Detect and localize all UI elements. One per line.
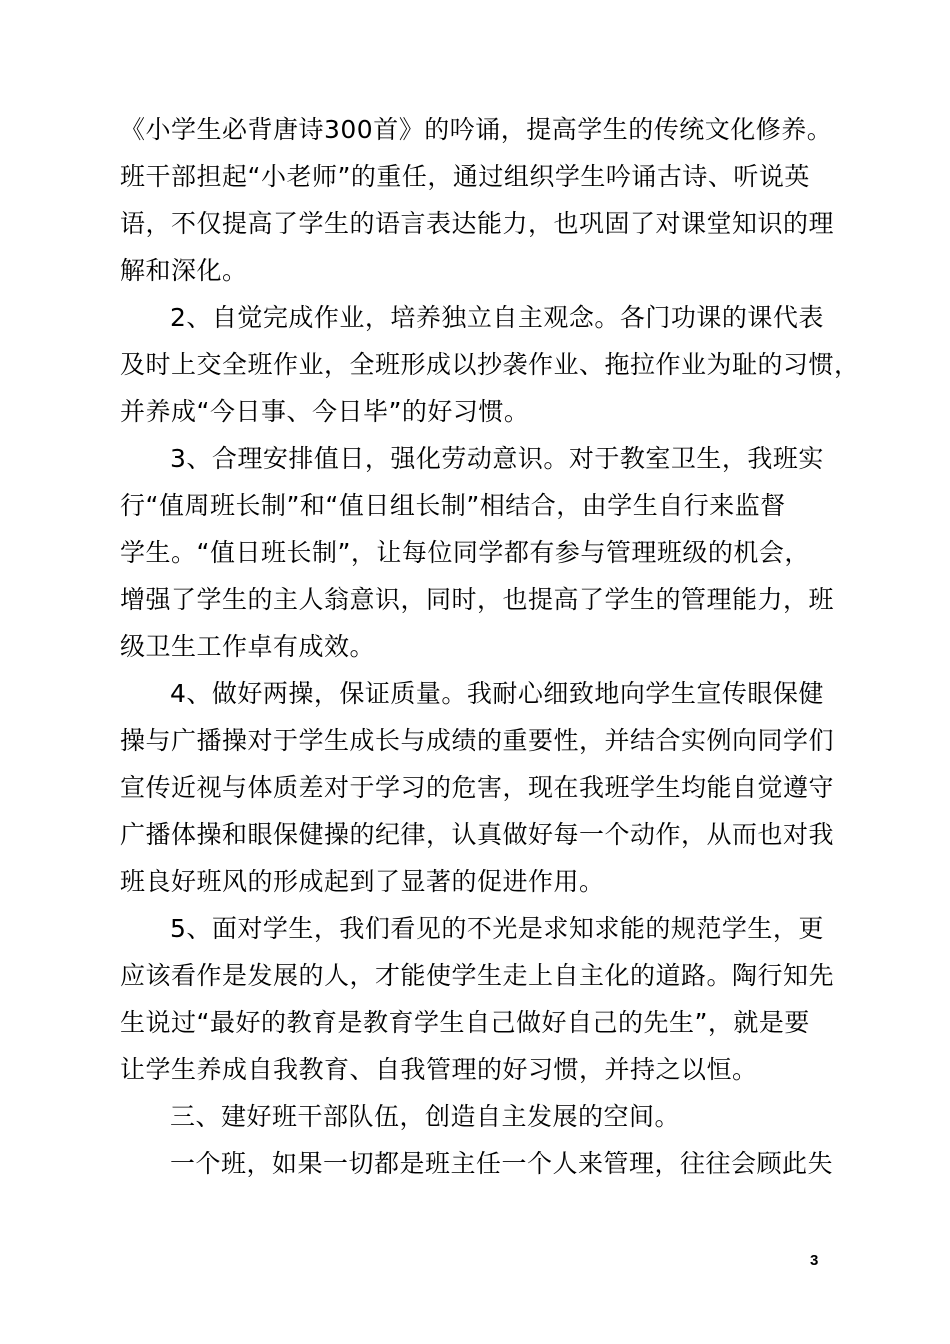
text-line: 及时上交全班作业，全班形成以抄袭作业、拖拉作业为耻的习惯， bbox=[120, 350, 860, 379]
paragraph-start-line: 4、做好两操，保证质量。我耐心细致地向学生宣传眼保健 bbox=[170, 679, 824, 708]
text-line: 班干部担起“小老师”的重任，通过组织学生吟诵古诗、听说英 bbox=[120, 162, 810, 191]
text-line: 宣传近视与体质差对于学习的危害，现在我班学生均能自觉遵守 bbox=[120, 773, 835, 802]
paragraph-start-line: 2、自觉完成作业，培养独立自主观念。各门功课的课代表 bbox=[170, 303, 824, 332]
paragraph-start-line: 3、合理安排值日，强化劳动意识。对于教室卫生，我班实 bbox=[170, 444, 824, 473]
text-line: 语，不仅提高了学生的语言表达能力，也巩固了对课堂知识的理 bbox=[120, 209, 835, 238]
text-line: 增强了学生的主人翁意识，同时，也提高了学生的管理能力，班 bbox=[120, 585, 835, 614]
text-line: 应该看作是发展的人，才能使学生走上自主化的道路。陶行知先 bbox=[120, 961, 835, 990]
text-line: 行“值周班长制”和“值日组长制”相结合，由学生自行来监督 bbox=[120, 491, 786, 520]
paragraph-start-line: 一个班，如果一切都是班主任一个人来管理，往往会顾此失 bbox=[170, 1149, 834, 1178]
text-line: 班良好班风的形成起到了显著的促进作用。 bbox=[120, 867, 605, 896]
page-number: 3 bbox=[810, 1252, 819, 1269]
text-line: 级卫生工作卓有成效。 bbox=[120, 632, 376, 661]
text-line: 生说过“最好的教育是教育学生自己做好自己的先生”，就是要 bbox=[120, 1008, 810, 1037]
text-line: 学生。“值日班长制”，让每位同学都有参与管理班级的机会， bbox=[120, 538, 810, 567]
text-line: 并养成“今日事、今日毕”的好习惯。 bbox=[120, 397, 530, 426]
paragraph-start-line: 5、面对学生，我们看见的不光是求知求能的规范学生，更 bbox=[170, 914, 824, 943]
text-line: 解和深化。 bbox=[120, 256, 248, 285]
text-line: 《小学生必背唐诗300首》的吟诵，提高学生的传统文化修养。 bbox=[120, 115, 833, 144]
text-line: 广播体操和眼保健操的纪律，认真做好每一个动作，从而也对我 bbox=[120, 820, 835, 849]
text-line: 让学生养成自我教育、自我管理的好习惯，并持之以恒。 bbox=[120, 1055, 758, 1084]
section-heading: 三、建好班干部队伍，创造自主发展的空间。 bbox=[170, 1102, 681, 1131]
text-line: 操与广播操对于学生成长与成绩的重要性，并结合实例向同学们 bbox=[120, 726, 835, 755]
